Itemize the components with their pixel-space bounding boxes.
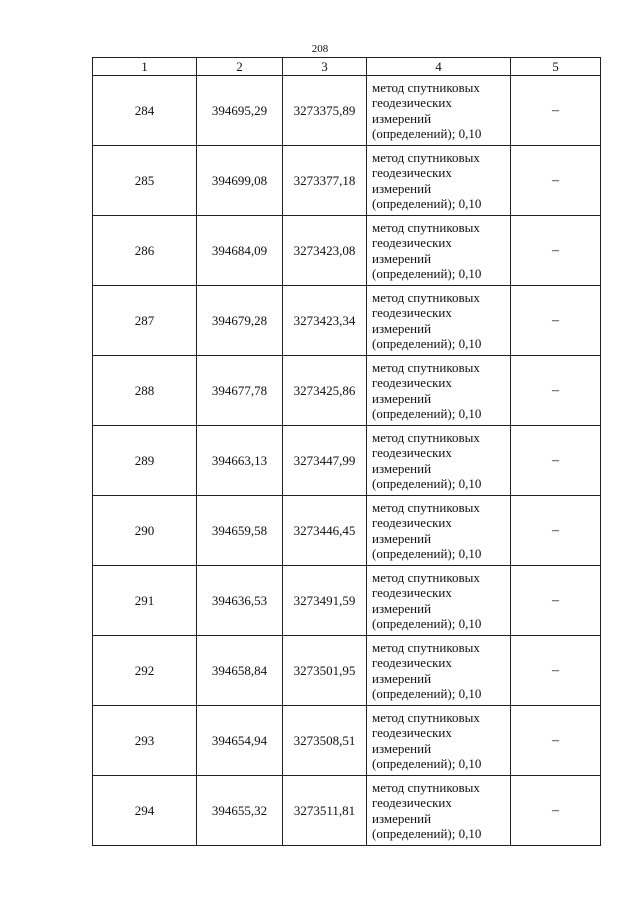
method-text-line: метод спутниковых <box>372 289 480 305</box>
table-row <box>93 566 601 636</box>
method-text-line: метод спутниковых <box>372 79 480 95</box>
y-coordinate-cell: 3273446,45 <box>283 496 367 566</box>
note-cell: – <box>511 76 601 146</box>
table-row <box>93 146 601 216</box>
column-header: 3 <box>283 58 367 76</box>
method-cell <box>367 496 511 566</box>
method-text-line: (определений); 0,10 <box>372 126 482 141</box>
method-text-line: (определений); 0,10 <box>372 756 482 771</box>
method-text-line: метод спутниковых <box>372 429 480 445</box>
x-coordinate-cell: 394663,13 <box>197 426 283 496</box>
method-text-line: измерений <box>372 670 432 686</box>
column-header: 2 <box>197 58 283 76</box>
note-cell: – <box>511 776 601 846</box>
point-number-cell: 294 <box>93 776 197 846</box>
y-coordinate-cell: 3273491,59 <box>283 566 367 636</box>
table-row <box>93 286 601 356</box>
table-row <box>93 776 601 846</box>
method-text-line: (определений); 0,10 <box>372 336 482 351</box>
note-cell: – <box>511 216 601 286</box>
method-text-line: (определений); 0,10 <box>372 546 482 561</box>
method-cell <box>367 426 511 496</box>
point-number-cell: 287 <box>93 286 197 356</box>
method-text-line: метод спутниковых <box>372 779 480 795</box>
method-text-line: метод спутниковых <box>372 569 480 585</box>
table-row <box>93 496 601 566</box>
table-header-row <box>93 58 601 76</box>
method-cell <box>367 356 511 426</box>
point-number-cell: 291 <box>93 566 197 636</box>
note-cell: – <box>511 286 601 356</box>
point-number-cell: 286 <box>93 216 197 286</box>
method-text-line: (определений); 0,10 <box>372 686 482 701</box>
method-text-line: геодезических <box>372 445 452 460</box>
method-text-line: метод спутниковых <box>372 149 480 165</box>
note-cell: – <box>511 426 601 496</box>
method-cell <box>367 706 511 776</box>
note-cell: – <box>511 356 601 426</box>
method-text-line: измерений <box>372 180 432 196</box>
point-number-cell: 285 <box>93 146 197 216</box>
x-coordinate-cell: 394658,84 <box>197 636 283 706</box>
note-cell: – <box>511 566 601 636</box>
method-text-line: измерений <box>372 530 432 546</box>
table-row <box>93 216 601 286</box>
method-text-line: геодезических <box>372 795 452 810</box>
y-coordinate-cell: 3273375,89 <box>283 76 367 146</box>
x-coordinate-cell: 394695,29 <box>197 76 283 146</box>
method-text-line: измерений <box>372 250 432 266</box>
method-text-line: метод спутниковых <box>372 219 480 235</box>
note-cell: – <box>511 636 601 706</box>
method-text-line: метод спутниковых <box>372 709 480 725</box>
y-coordinate-cell: 3273423,34 <box>283 286 367 356</box>
note-cell: – <box>511 496 601 566</box>
y-coordinate-cell: 3273423,08 <box>283 216 367 286</box>
method-cell <box>367 76 511 146</box>
x-coordinate-cell: 394636,53 <box>197 566 283 636</box>
method-text-line: измерений <box>372 390 432 406</box>
method-text-line: метод спутниковых <box>372 359 480 375</box>
method-text-line: (определений); 0,10 <box>372 406 482 421</box>
page-number: 208 <box>311 43 329 55</box>
column-header: 5 <box>511 58 601 76</box>
point-number-cell: 288 <box>93 356 197 426</box>
y-coordinate-cell: 3273377,18 <box>283 146 367 216</box>
table-row <box>93 426 601 496</box>
method-text-line: измерений <box>372 810 432 826</box>
method-text-line: (определений); 0,10 <box>372 616 482 631</box>
x-coordinate-cell: 394699,08 <box>197 146 283 216</box>
method-cell <box>367 566 511 636</box>
point-number-cell: 293 <box>93 706 197 776</box>
x-coordinate-cell: 394677,78 <box>197 356 283 426</box>
table-row <box>93 356 601 426</box>
point-number-cell: 290 <box>93 496 197 566</box>
table-row <box>93 76 601 146</box>
point-number-cell: 289 <box>93 426 197 496</box>
x-coordinate-cell: 394684,09 <box>197 216 283 286</box>
x-coordinate-cell: 394655,32 <box>197 776 283 846</box>
method-text-line: геодезических <box>372 235 452 250</box>
method-text-line: измерений <box>372 110 432 126</box>
method-text-line: метод спутниковых <box>372 639 480 655</box>
y-coordinate-cell: 3273511,81 <box>283 776 367 846</box>
point-number-cell: 284 <box>93 76 197 146</box>
method-cell <box>367 636 511 706</box>
method-text-line: (определений); 0,10 <box>372 476 482 491</box>
y-coordinate-cell: 3273501,95 <box>283 636 367 706</box>
x-coordinate-cell: 394679,28 <box>197 286 283 356</box>
method-text-line: (определений); 0,10 <box>372 826 482 841</box>
method-cell <box>367 216 511 286</box>
method-text-line: измерений <box>372 600 432 616</box>
point-number-cell: 292 <box>93 636 197 706</box>
method-text-line: измерений <box>372 460 432 476</box>
y-coordinate-cell: 3273447,99 <box>283 426 367 496</box>
method-text-line: измерений <box>372 740 432 756</box>
method-cell <box>367 146 511 216</box>
method-text-line: измерений <box>372 320 432 336</box>
x-coordinate-cell: 394659,58 <box>197 496 283 566</box>
table-row <box>93 706 601 776</box>
method-text-line: геодезических <box>372 95 452 110</box>
x-coordinate-cell: 394654,94 <box>197 706 283 776</box>
method-text-line: геодезических <box>372 165 452 180</box>
method-cell <box>367 286 511 356</box>
method-text-line: (определений); 0,10 <box>372 196 482 211</box>
method-text-line: геодезических <box>372 375 452 390</box>
y-coordinate-cell: 3273425,86 <box>283 356 367 426</box>
method-text-line: геодезических <box>372 305 452 320</box>
column-header: 4 <box>367 58 511 76</box>
method-text-line: геодезических <box>372 515 452 530</box>
y-coordinate-cell: 3273508,51 <box>283 706 367 776</box>
method-text-line: геодезических <box>372 585 452 600</box>
note-cell: – <box>511 146 601 216</box>
column-header: 1 <box>93 58 197 76</box>
method-text-line: метод спутниковых <box>372 499 480 515</box>
method-text-line: геодезических <box>372 655 452 670</box>
table-row <box>93 636 601 706</box>
coordinates-table <box>92 57 601 846</box>
note-cell: – <box>511 706 601 776</box>
table-body <box>93 76 601 846</box>
method-text-line: (определений); 0,10 <box>372 266 482 281</box>
method-text-line: геодезических <box>372 725 452 740</box>
method-cell <box>367 776 511 846</box>
